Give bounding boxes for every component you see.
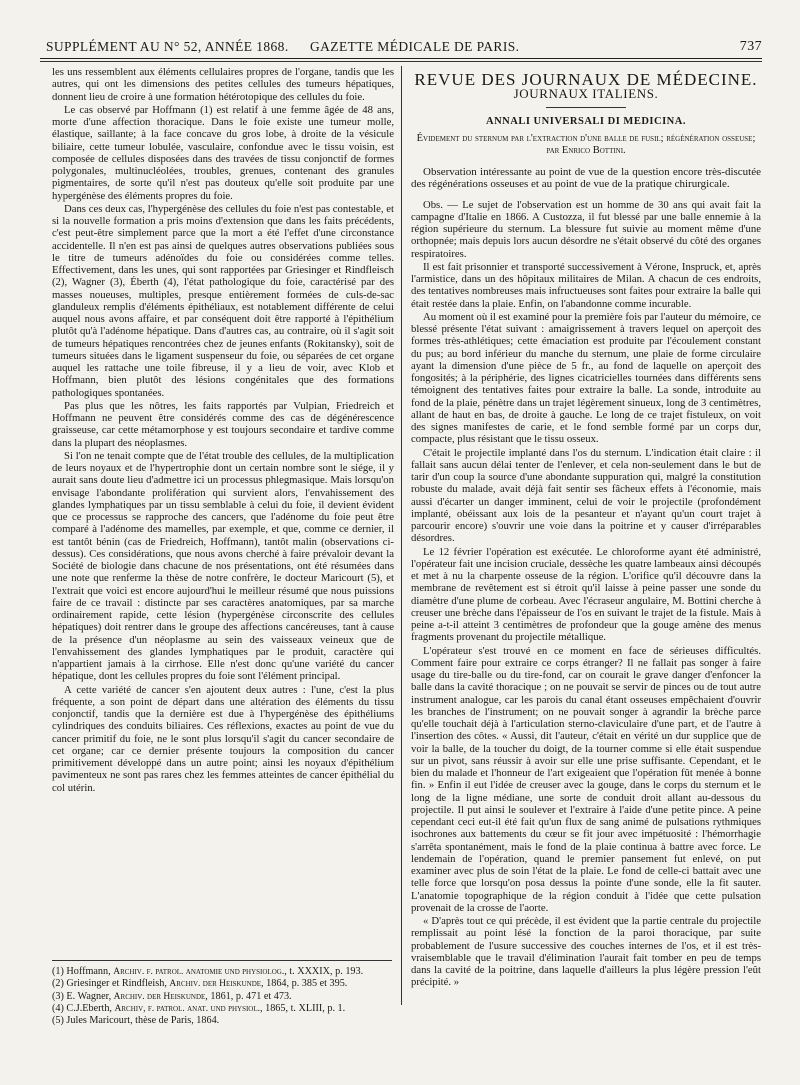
article-title: Évidement du sternum par l'extraction d'une balle de fusil; régénération osseuse; par Enrico Bottini.: [416, 132, 756, 157]
right-paragraph: Obs. — Le sujet de l'observation est un homme de 30 ans qui avait fait la campagne d'Italie en 1866. A Custozza, il fut blessé par une balle ennemie à la région supérieure du sternum. La blessure fut suivie au moment même d'une orthopnée; mais depuis lors aucun désordre ne s'était observé du côté des organes respiratoires.: [411, 198, 761, 260]
right-paragraph: Le 12 février l'opération est exécutée. Le chloroforme ayant été administré, l'opérateur fait une incision cruciale, dessèche les quatre lambeaux ainsi découpés et met à nu la charpente osseuse de la région. L'orifice qu'il découvre dans la membrane de revêtement est si étroit qu'il laisse à peine passer une sonde du diamètre d'une plume de corbeau. Avec l'écraseur angulaire, M. Bottini cherche à creuser une brèche dans l'épaisseur de l'os en suivant le trajet de la fistule. Mais à peine a-t-il atteint 3 centimètres de profondeur que la gouge amène des menus fragments provenant du projectile métallique.: [411, 545, 762, 644]
page-number: 737: [739, 39, 762, 54]
right-paragraph: C'était le projectile implanté dans l'os du sternum. L'indication était claire : il fallait sans aucun délai tenter de l'enlever, et cela non-seulement dans le but de tarir d'un coup la source d'une abondante suppuration qui, malgré la constitution robuste du malade, avait déjà fait sentir ses fâcheux effets à l'économie, mais aussi d'écarter un danger imminent, celui de voir le projectile (profondément implanté, obéissant aux lois de la pesanteur et n'ayant qu'un court trajet à parcourir encore) s'ouvrir une voie dans la poitrine et y causer d'irréparables désordres.: [411, 446, 761, 545]
footnote: (4) C.J.Eberth, Archiv, f. patrol. anat. und physiol., 1865, t. XLIII, p. 1.: [52, 1002, 346, 1014]
left-paragraph: A cette variété de cancer s'en ajoutent deux autres : l'une, c'est la plus fréquente, a son point de départ dans une altération des éléments du tissu conjonctif, tandis que la dernière est due à l'hypergénèse des épithéliums cylindriques des conduits biliaires. Ces réflexions, exactes au point de vue du cancer primitif du foie, ne le sont plus lorsqu'il s'agit du cancer secondaire de cet organe; car ce dernier présente toujours la composition du cancer primitivement développé dans un autre point; ainsi les noyaux d'épithélium pavimenteux ne sont pas rares chez les femmes atteintes de cancer épithélial du col utérin.: [52, 683, 394, 794]
left-paragraph: Si l'on ne tenait compte que de l'état trouble des cellules, de la multiplication de leurs noyaux et de l'hypertrophie dont un certain nombre sont le siége, il y aurait sans doute lieu d'admettre ici un processus phlegmasique. Mais lorsqu'on envisage l'abondante prolifération qui survient alors, l'envahissement des glandes lymphatiques par un tissu semblable à celui du foie, il devient évident que ce processus se rapproche des cancers, que l'adénome du foie peut être comparé à l'adénome des mamelles, par exemple, et que, comme ce dernier, il est tantôt bénin (cas de Friedreich, Hoffmann), tantôt malin (observations ci-dessus). Ces considérations, que nous avons cherché à faire prévaloir devant la Société de biologie dans chacune de nos présentations, ont été résumées dans une note que renferme la thèse de notre confrère, le docteur Maricourt (5), et l'extrait que voici est encore aujourd'hui le meilleur résumé que nous puissions faire de ce travail : distincte par ses caractères anatomiques, par sa marche ordinairement rapide, cette lésion (hypergénèse circonscrite des cellules hépatiques) doit rentrer dans le groupe des affections cancéreuses, tant à cause de la présence d'un néoplasme au sein des vaisseaux veineux que de l'envahissement des glandes lymphatiques par le produit, caractère qui n'appartient jamais à la cirrhose. Elle n'est donc qu'une variété du cancer hépatique, dont les cellules propres du foie sont l'élément principal.: [52, 449, 394, 683]
footnote-rule: [52, 960, 392, 961]
header-rule: [40, 58, 762, 59]
footnote: (5) Jules Maricourt, thèse de Paris, 1864.: [52, 1015, 220, 1027]
footnotes: [52, 960, 394, 1027]
review-subtitle: JOURNAUX ITALIENS.: [513, 86, 659, 102]
footnote: (2) Griesinger et Rindfleish, Archiv. der Heiskunde, 1864, p. 385 et 395.: [52, 978, 348, 990]
footnote: (3) E. Wagner, Archiv. der Heiskunde, 1861, p. 471 et 473.: [52, 990, 292, 1002]
left-column: [52, 66, 394, 795]
right-paragraph: L'opérateur s'est trouvé en ce moment en face de sérieuses difficultés. Comment faire pour extraire ce corps étranger? Il ne fallait pas songer à faire usage du tire-balle ou du tire-fond, car on courait le grave danger d'enfoncer la balle dans la cavité thoracique ; on ne pouvait se servir de pinces ou de tout autre instrument analogue, car les parois du canal étant osseuses empêchaient d'ouvrir les branches de l'instrument; on ne pouvait songer à agrandir la brèche parce qu'elle touchait déjà à l'articulation sterno-claviculaire d'une part, et de l'autre à l'insertion des côtes. « Aussi, dit l'auteur, c'était en vérité un dur supplice que de voir la balle, de la toucher du doigt, de la tourner comme si elle était suspendue sur un pivot, sans réussir à avoir sur elle une prise suffisante. Cependant, et le bien du malade et l'honneur de l'art exigeaient que l'opération fût menée à bonne fin. » Enfin il eut l'idée de creuser avec la gouge, dans le corps du sternum et le long de la ligne médiane, une sorte de conduit droit allant au-dessous du projectile. Il put ainsi le soulever et l'extraire à l'aide d'une petite pince. A peine cependant ceci eut-il été fait qu'un flux de sang animé de pulsations rythmiques isochrones aux battements du cœur se fit jour avec impétuosité : l'hémorrhagie s'arrêta spontanément, mais le fond de la plaie continua à battre avec force. Le lendemain de l'opération, quand le premier pansement fut enlevé, on put examiner avec plus de soin l'état de la plaie. Le fond de celle-ci battait avec une telle force que lorsqu'on posa dessus la pointe d'une sonde, elle la fit sauter. L'anatomie topographique de la région conduit à l'idée que cette pulsation provenait de la crosse de l'aorte.: [411, 644, 761, 914]
column-separator: [401, 66, 402, 1005]
left-paragraph: Pas plus que les nôtres, les faits rapportés par Vulpian, Friedreich et Hoffmann ne peuvent être considérés comme des cas de dégénérescence graisseuse, car cette métamorphose y est toujours secondaire et tardive comme dans la plupart des néoplasmes.: [52, 399, 394, 449]
right-paragraph: « D'après tout ce qui précède, il est évident que la partie centrale du projectile remplissait au point lésé la fonction de la paroi thoracique, par suite probablement de l'usure successive des couches internes de l'os, et il est très-vraisemblable que le travail d'élimination l'aurait fait tomber en peu de temps dans la cavité de la poitrine, dans laquelle d'ailleurs la plus légère pression l'eût précipité. »: [411, 915, 761, 989]
right-paragraph: Au moment où il est examiné pour la première fois par l'auteur du mémoire, ce blessé présente l'état suivant : amaigrissement à travers lequel on aperçoit des formes très-athlétiques; cette émaciation est produite par l'écoulement constant du pus; au bord inférieur du manche du sternum, une plaie de forme circulaire ayant la dimension d'une pièce de 5 fr., au fond de laquelle on aperçoit des fongosités; à la périphérie, des lignes cicatricielles tournées dans différents sens témoignent des tentatives faites pour extraire la balle. La sonde, introduite au fond de la plaie, pénètre dans un trajet légèrement sinueux, long de 3 centimètres, allant de haut en bas, de droite à gauche. Le long de ce trajet fistuleux, on voit des signes manifestes de carie, et le fond semble formé par un corps dur, compacte, plus résistant que le tissu osseux.: [411, 310, 761, 446]
left-paragraph: Le cas observé par Hoffmann (1) est relatif à une femme âgée de 48 ans, morte d'une affection thoracique. Dans le foie existe une tumeur molle, élastique, saillante; à la face concave du gros lobe, à droite de la vésicule biliaire, cette tumeur lobulée, vasculaire, confondue avec le tissu voisin, est composée de cellules disposées dans des travées de tissu conjonctif de formes polygonales, multinucléolées, troubles, grenues, contenant des granules pigmentaires, de sorte qu'il n'est pas douteux qu'elle soit produite par une hypergénèse des éléments propres du foie.: [52, 103, 394, 202]
left-paragraph: Dans ces deux cas, l'hypergénèse des cellules du foie n'est pas contestable, et si la nouvelle formation a pris moins d'extension que dans les faits précédents, c'est peut-être simplement parce que la mort a été l'effet d'une circonstance accidentelle. Il n'en est pas ainsi de quelques autres observations publiées sous le titre de tumeurs adénoïdes du foie ou considérées comme telles. Effectivement, dans les unes, qui sont rapportées par Griesinger et Rindfleisch (2), Wagner (3), Éberth (4), l'état pathologique du foie, caractérisé par des masses noueuses, multiples, presque entièrement formées de culs-de-sac glanduleux remplis d'éléments épithéliaux, est notablement différente de celui auquel nous avons affaire, et par conséquent doit être rapporté à l'épithélium plutôt qu'à l'adénome hépatique. Dans d'autres cas, au contraire, où il s'agit soit de tumeurs hépatiques rencontrées chez de jeunes enfants (Rokitansky), soit de tumeurs situées dans le ligament suspenseur du foie, ou séparées de cet organe auquel les rattache une toile fibreuse, il y a lieu de voir, avec Klob et Hoffmann, bien plutôt des lésions congénitales que des formations pathologiques spontanées.: [52, 202, 394, 399]
header-journal-title: GAZETTE MÉDICALE DE PARIS.: [310, 39, 520, 54]
article-intro: Observation intéressante au point de vue de la question encore très-discutée des régénérations osseuses et au point de vue de la pratique chirurgicale.: [411, 165, 761, 191]
footnote: (1) Hoffmann, Archiv. f. patrol. anatomie und physiolog., t. XXXIX, p. 193.: [52, 966, 364, 977]
right-paragraph: Il est fait prisonnier et transporté successivement à Vérone, Inspruck, et, après l'armistice, dans un des hôpitaux militaires de Milan. A chacun de ces endroits, des tentatives nombreuses mais infructueuses sont faites pour extraire la balle qui était restée dans la plaie. Enfin, on l'abandonne comme incurable.: [411, 260, 761, 310]
header-supplement: SUPPLÉMENT AU N° 52, ANNÉE 1868.: [46, 39, 289, 54]
right-column: [411, 66, 761, 990]
left-paragraph: les uns ressemblent aux éléments cellulaires propres de l'organe, tandis que les autres, qui ont les dimensions des petites cellules des tumeurs hépatiques, donnent lieu de croire à une formation hétérotopique des cellules du foie.: [52, 66, 394, 103]
running-header: [40, 36, 762, 58]
review-title: REVUE DES JOURNAUX DE MÉDECINE.: [414, 70, 758, 89]
section-heading: ANNALI UNIVERSALI DI MEDICINA.: [486, 115, 686, 127]
header-rule-thin: [40, 61, 762, 62]
section-rule: [546, 107, 626, 108]
